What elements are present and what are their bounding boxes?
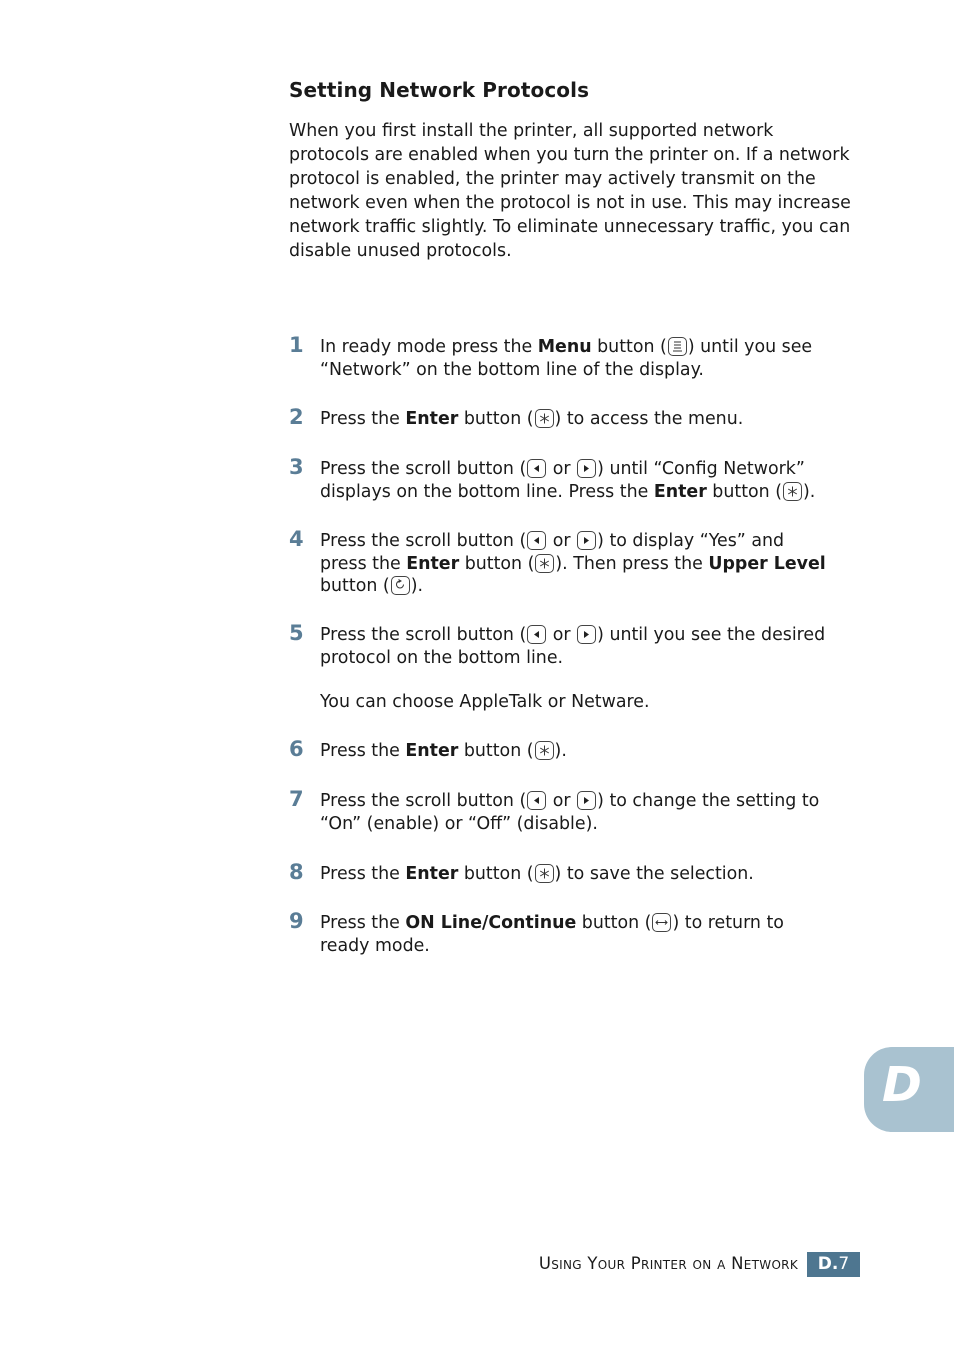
step-text: Press the scroll button ( or ) until “Config Network” displays on the bottom line. Press the Enter button ( ).	[320, 459, 816, 502]
step-text: Press the scroll button ( or ) to change the setting to “On” (enable) or “Off” (disable).	[320, 791, 820, 834]
footer-chapter-title: Using Your Printer on a Network	[538, 1254, 798, 1273]
scroll-right-icon	[577, 625, 596, 644]
step-number: 5	[289, 621, 304, 645]
online-continue-icon	[652, 913, 671, 932]
enter-button-icon	[535, 741, 554, 760]
intro-line: When you first install the printer, all supported network	[289, 121, 774, 141]
chapter-letter: D	[882, 1057, 922, 1113]
page-title: Setting Network Protocols	[289, 78, 590, 102]
step-number: 8	[289, 860, 304, 884]
step-number: 2	[289, 405, 304, 429]
scroll-left-icon	[527, 791, 546, 810]
intro-line: protocol is enabled, the printer may actively transmit on the	[289, 169, 816, 189]
step-number: 9	[289, 909, 304, 933]
step-text: Press the Enter button ( ).	[320, 741, 567, 761]
page-number-badge: D.7	[807, 1252, 860, 1277]
enter-button-icon	[535, 864, 554, 883]
scroll-left-icon	[527, 459, 546, 478]
step-number: 4	[289, 527, 304, 551]
step-number: 6	[289, 737, 304, 761]
intro-line: protocols are enabled when you turn the printer on. If a network	[289, 145, 850, 165]
step-text: In ready mode press the Menu button ( ) until you see “Network” on the bottom line of the display.	[320, 337, 813, 380]
step-text: Press the scroll button ( or ) to display “Yes” and press the Enter button ( ). Then press the Upper Level button ( ).	[320, 531, 826, 596]
step-number: 7	[289, 787, 304, 811]
step-number: 3	[289, 455, 304, 479]
scroll-left-icon	[527, 531, 546, 550]
upper-level-icon	[391, 576, 410, 595]
enter-button-icon	[783, 482, 802, 501]
step-text: Press the Enter button ( ) to access the menu.	[320, 409, 744, 429]
step-5-note: You can choose AppleTalk or Netware.	[320, 692, 650, 712]
intro-line: network traffic slightly. To eliminate unnecessary traffic, you can	[289, 217, 851, 237]
scroll-right-icon	[577, 531, 596, 550]
step-text: Press the scroll button ( or ) until you see the desired protocol on the bottom line.	[320, 625, 826, 668]
menu-button-icon	[668, 337, 687, 356]
enter-button-icon	[535, 409, 554, 428]
scroll-right-icon	[577, 459, 596, 478]
scroll-right-icon	[577, 791, 596, 810]
intro-line: disable unused protocols.	[289, 241, 512, 261]
intro-line: network even when the protocol is not in use. This may increase	[289, 193, 851, 213]
step-text: Press the Enter button ( ) to save the selection.	[320, 864, 754, 884]
intro-paragraph	[289, 119, 859, 263]
chapter-tab	[864, 1047, 954, 1132]
scroll-left-icon	[527, 625, 546, 644]
step-number: 1	[289, 333, 304, 357]
enter-button-icon	[535, 554, 554, 573]
step-text: Press the ON Line/Continue button ( ) to return to ready mode.	[320, 913, 784, 956]
